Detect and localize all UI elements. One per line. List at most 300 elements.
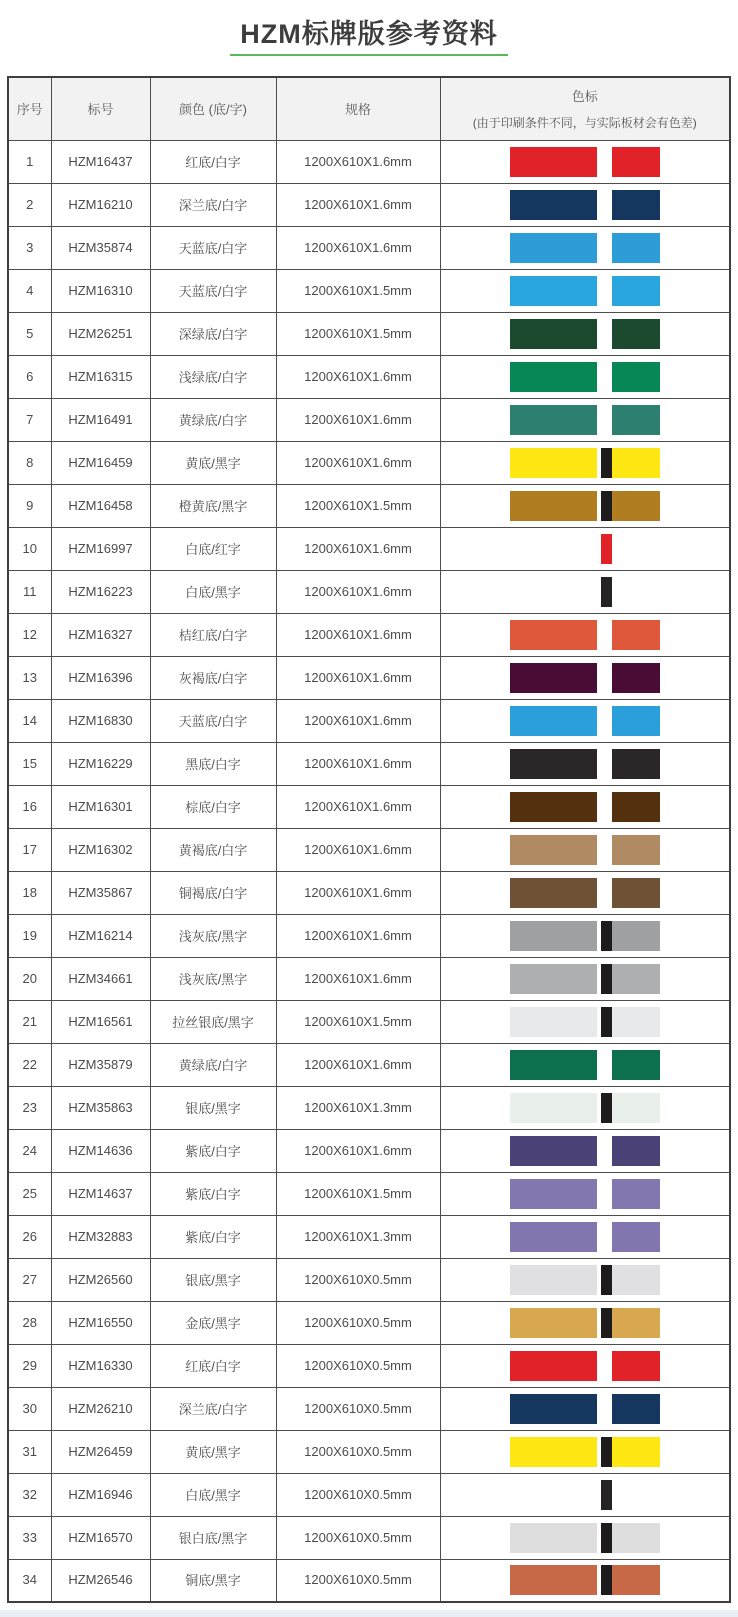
table-row (8, 312, 730, 355)
swatch-text-color-stripe (601, 491, 612, 521)
header-label-model: 标号 (87, 102, 114, 118)
table-row (8, 1258, 730, 1301)
swatch-background-left (510, 1523, 597, 1553)
row-spec: 1200X610X1.5mm (304, 282, 412, 298)
swatch-text-color-stripe (601, 276, 612, 306)
color-swatch (510, 706, 660, 736)
row-spec: 1200X610X1.6mm (304, 583, 412, 599)
header-note-color-difference: (由于印刷条件不同，与实际板材会有色差) (472, 116, 697, 131)
color-swatch (510, 1394, 660, 1424)
swatch-text-color-stripe (601, 1351, 612, 1381)
table-row (8, 1301, 730, 1344)
swatch-background-right (612, 620, 660, 650)
row-color: 深绿底/白字 (178, 326, 248, 342)
row-index: 23 (22, 1099, 37, 1115)
swatch-background-left (510, 835, 597, 865)
row-spec: 1200X610X0.5mm (304, 1486, 412, 1502)
swatch-background-right (612, 1565, 660, 1595)
swatch-text-color-stripe (601, 534, 612, 564)
table-row (8, 914, 730, 957)
swatch-background-right (612, 448, 660, 478)
row-color: 深兰底/白字 (178, 1401, 248, 1417)
table-row (8, 355, 730, 398)
color-swatch (510, 1136, 660, 1166)
row-index: 20 (22, 970, 37, 986)
row-spec: 1200X610X1.5mm (304, 497, 412, 513)
row-color: 黄绿底/白字 (178, 1057, 248, 1073)
table-row (8, 570, 730, 613)
row-spec: 1200X610X1.5mm (304, 1013, 412, 1029)
row-color: 黄底/黑字 (185, 1444, 241, 1460)
header-cell-index (8, 77, 51, 140)
row-index: 5 (26, 325, 34, 341)
color-swatch (510, 1179, 660, 1209)
header-label-index: 序号 (16, 102, 43, 118)
swatch-background-left (510, 1222, 597, 1252)
table-row (8, 527, 730, 570)
swatch-text-color-stripe (601, 1050, 612, 1080)
row-index: 25 (22, 1185, 37, 1201)
page-bottom-strip (0, 1610, 738, 1617)
row-model: HZM35867 (68, 884, 133, 900)
row-index: 28 (22, 1314, 37, 1330)
swatch-background-right (612, 362, 660, 392)
swatch-background-left (510, 405, 597, 435)
swatch-text-color-stripe (601, 620, 612, 650)
swatch-background-right (612, 792, 660, 822)
swatch-background-right (612, 1179, 660, 1209)
swatch-text-color-stripe (601, 706, 612, 736)
swatch-background-left (510, 1050, 597, 1080)
table-row (8, 613, 730, 656)
swatch-text-color-stripe (601, 405, 612, 435)
swatch-background-left (510, 491, 597, 521)
header-cell-color (150, 77, 276, 140)
table-row (8, 226, 730, 269)
row-color: 紫底/白字 (185, 1143, 241, 1159)
row-index: 15 (22, 755, 37, 771)
row-color: 铜底/黑字 (185, 1573, 241, 1589)
table-row (8, 398, 730, 441)
color-swatch (510, 319, 660, 349)
table-row (8, 1129, 730, 1172)
row-model: HZM16327 (68, 626, 133, 642)
swatch-background-right (612, 749, 660, 779)
swatch-background-left (510, 319, 597, 349)
reference-table (7, 76, 731, 1603)
color-swatch (510, 1480, 660, 1510)
swatch-background-right (612, 1222, 660, 1252)
swatch-text-color-stripe (601, 190, 612, 220)
row-spec: 1200X610X1.6mm (304, 411, 412, 427)
row-model: HZM16229 (68, 755, 133, 771)
row-spec: 1200X610X0.5mm (304, 1529, 412, 1545)
row-spec: 1200X610X1.6mm (304, 239, 412, 255)
swatch-background-right (612, 1351, 660, 1381)
color-swatch (510, 190, 660, 220)
swatch-text-color-stripe (601, 921, 612, 951)
header-label-spec: 规格 (344, 102, 371, 118)
row-model: HZM16550 (68, 1314, 133, 1330)
swatch-background-left (510, 620, 597, 650)
swatch-text-color-stripe (601, 1093, 612, 1123)
table-row (8, 742, 730, 785)
table-row (8, 140, 730, 183)
header-cell-model (51, 77, 150, 140)
row-color: 天蓝底/白字 (178, 713, 248, 729)
swatch-background-right (612, 190, 660, 220)
color-swatch (510, 620, 660, 650)
row-color: 红底/白字 (185, 1358, 241, 1374)
swatch-text-color-stripe (601, 233, 612, 263)
swatch-background-right (612, 577, 660, 607)
table-row (8, 441, 730, 484)
swatch-background-right (612, 233, 660, 263)
color-swatch (510, 1050, 660, 1080)
swatch-background-left (510, 147, 597, 177)
header-row (8, 77, 730, 140)
swatch-background-left (510, 964, 597, 994)
header-cell-swatch (440, 77, 730, 140)
row-color: 白底/黑字 (185, 1487, 241, 1503)
swatch-background-left (510, 1437, 597, 1467)
color-swatch (510, 1093, 660, 1123)
color-swatch (510, 1437, 660, 1467)
row-model: HZM32883 (68, 1228, 133, 1244)
row-index: 17 (22, 841, 37, 857)
color-swatch (510, 448, 660, 478)
row-index: 33 (22, 1529, 37, 1545)
page-title: HZM标牌版参考资料 (240, 19, 498, 49)
swatch-text-color-stripe (601, 964, 612, 994)
table-row (8, 1559, 730, 1602)
row-model: HZM16437 (68, 153, 133, 169)
row-model: HZM16301 (68, 798, 133, 814)
row-index: 31 (22, 1443, 37, 1459)
row-spec: 1200X610X1.6mm (304, 798, 412, 814)
table-row (8, 699, 730, 742)
row-model: HZM26210 (68, 1400, 133, 1416)
table-row (8, 484, 730, 527)
row-spec: 1200X610X0.5mm (304, 1357, 412, 1373)
table-body (8, 140, 730, 1602)
swatch-background-right (612, 276, 660, 306)
row-spec: 1200X610X1.3mm (304, 1228, 412, 1244)
row-index: 9 (26, 497, 34, 513)
row-spec: 1200X610X0.5mm (304, 1572, 412, 1588)
row-model: HZM35874 (68, 239, 133, 255)
row-spec: 1200X610X1.6mm (304, 153, 412, 169)
row-model: HZM26251 (68, 325, 133, 341)
table-row (8, 871, 730, 914)
row-color: 银白底/黑字 (178, 1530, 248, 1546)
row-spec: 1200X610X1.6mm (304, 368, 412, 384)
swatch-background-left (510, 1308, 597, 1338)
row-index: 30 (22, 1400, 37, 1416)
swatch-background-left (510, 749, 597, 779)
swatch-background-left (510, 1565, 597, 1595)
swatch-text-color-stripe (601, 448, 612, 478)
color-swatch (510, 362, 660, 392)
row-index: 10 (22, 540, 37, 556)
row-index: 6 (26, 368, 34, 384)
swatch-text-color-stripe (601, 362, 612, 392)
swatch-background-left (510, 1480, 597, 1510)
swatch-text-color-stripe (601, 1308, 612, 1338)
swatch-background-right (612, 706, 660, 736)
swatch-background-right (612, 1007, 660, 1037)
swatch-background-left (510, 534, 597, 564)
color-swatch (510, 1308, 660, 1338)
swatch-text-color-stripe (601, 1265, 612, 1295)
header-label-swatch: 色标 (571, 89, 598, 105)
row-color: 橙黄底/黑字 (178, 498, 248, 514)
table-row (8, 1172, 730, 1215)
table-row (8, 1086, 730, 1129)
swatch-background-left (510, 1179, 597, 1209)
row-color: 白底/黑字 (185, 584, 241, 600)
swatch-text-color-stripe (601, 577, 612, 607)
row-color: 黄褐底/白字 (178, 842, 248, 858)
row-spec: 1200X610X1.3mm (304, 1099, 412, 1115)
row-spec: 1200X610X1.6mm (304, 626, 412, 642)
swatch-background-right (612, 878, 660, 908)
row-model: HZM16223 (68, 583, 133, 599)
row-model: HZM16396 (68, 669, 133, 685)
row-model: HZM16210 (68, 196, 133, 212)
table-row (8, 828, 730, 871)
row-model: HZM14637 (68, 1185, 133, 1201)
row-color: 黑底/白字 (185, 756, 241, 772)
swatch-background-right (612, 405, 660, 435)
row-model: HZM16330 (68, 1357, 133, 1373)
row-model: HZM16561 (68, 1013, 133, 1029)
table-row (8, 269, 730, 312)
row-index: 14 (22, 712, 37, 728)
table-header (8, 77, 730, 140)
row-index: 34 (22, 1572, 37, 1588)
row-color: 铜褐底/白字 (178, 885, 248, 901)
row-index: 24 (22, 1142, 37, 1158)
color-swatch (510, 964, 660, 994)
swatch-background-right (612, 491, 660, 521)
swatch-background-right (612, 534, 660, 564)
row-index: 26 (22, 1228, 37, 1244)
color-swatch (510, 921, 660, 951)
swatch-text-color-stripe (601, 319, 612, 349)
row-spec: 1200X610X1.6mm (304, 540, 412, 556)
row-index: 4 (26, 282, 34, 298)
swatch-background-right (612, 1480, 660, 1510)
swatch-background-right (612, 663, 660, 693)
swatch-background-right (612, 319, 660, 349)
color-swatch (510, 233, 660, 263)
table-row (8, 1430, 730, 1473)
row-index: 21 (22, 1013, 37, 1029)
swatch-background-left (510, 362, 597, 392)
row-spec: 1200X610X1.6mm (304, 1056, 412, 1072)
table-row (8, 1000, 730, 1043)
row-color: 桔红底/白字 (178, 627, 248, 643)
color-swatch (510, 1523, 660, 1553)
swatch-text-color-stripe (601, 1480, 612, 1510)
table-row (8, 957, 730, 1000)
color-swatch (510, 1007, 660, 1037)
row-color: 紫底/白字 (185, 1229, 241, 1245)
swatch-background-right (612, 1523, 660, 1553)
row-index: 1 (26, 153, 34, 169)
swatch-text-color-stripe (601, 749, 612, 779)
row-index: 13 (22, 669, 37, 685)
row-spec: 1200X610X0.5mm (304, 1400, 412, 1416)
table-row (8, 1387, 730, 1430)
row-color: 白底/红字 (185, 541, 241, 557)
row-color: 黄底/黑字 (185, 455, 241, 471)
row-model: HZM26546 (68, 1572, 133, 1588)
row-spec: 1200X610X1.6mm (304, 196, 412, 212)
row-color: 拉丝银底/黑字 (172, 1014, 254, 1030)
color-swatch (510, 276, 660, 306)
row-spec: 1200X610X0.5mm (304, 1271, 412, 1287)
row-model: HZM14636 (68, 1142, 133, 1158)
row-model: HZM16570 (68, 1529, 133, 1545)
swatch-text-color-stripe (601, 792, 612, 822)
swatch-text-color-stripe (601, 1437, 612, 1467)
row-model: HZM26459 (68, 1443, 133, 1459)
swatch-background-left (510, 1394, 597, 1424)
swatch-text-color-stripe (601, 1136, 612, 1166)
swatch-background-left (510, 1351, 597, 1381)
row-model: HZM16830 (68, 712, 133, 728)
swatch-text-color-stripe (601, 1179, 612, 1209)
row-color: 灰褐底/白字 (178, 670, 248, 686)
swatch-text-color-stripe (601, 147, 612, 177)
swatch-background-right (612, 147, 660, 177)
row-color: 浅绿底/白字 (178, 369, 248, 385)
row-spec: 1200X610X1.5mm (304, 325, 412, 341)
row-spec: 1200X610X1.6mm (304, 884, 412, 900)
row-model: HZM16491 (68, 411, 133, 427)
swatch-background-left (510, 190, 597, 220)
row-spec: 1200X610X1.6mm (304, 454, 412, 470)
row-color: 银底/黑字 (185, 1272, 241, 1288)
row-index: 19 (22, 927, 37, 943)
title-underline (230, 54, 508, 56)
swatch-text-color-stripe (601, 1394, 612, 1424)
row-spec: 1200X610X1.6mm (304, 1142, 412, 1158)
row-model: HZM16214 (68, 927, 133, 943)
color-swatch (510, 878, 660, 908)
swatch-background-right (612, 1050, 660, 1080)
color-swatch (510, 1222, 660, 1252)
swatch-background-right (612, 1394, 660, 1424)
row-spec: 1200X610X1.5mm (304, 1185, 412, 1201)
row-color: 天蓝底/白字 (178, 283, 248, 299)
table-row (8, 1473, 730, 1516)
color-swatch (510, 663, 660, 693)
row-spec: 1200X610X0.5mm (304, 1314, 412, 1330)
row-index: 3 (26, 239, 34, 255)
color-swatch (510, 534, 660, 564)
row-spec: 1200X610X1.6mm (304, 927, 412, 943)
swatch-background-left (510, 921, 597, 951)
row-model: HZM16997 (68, 540, 133, 556)
swatch-background-right (612, 1136, 660, 1166)
color-swatch (510, 1351, 660, 1381)
row-model: HZM16459 (68, 454, 133, 470)
swatch-background-left (510, 577, 597, 607)
table-row (8, 656, 730, 699)
row-spec: 1200X610X1.6mm (304, 970, 412, 986)
swatch-background-right (612, 921, 660, 951)
row-color: 浅灰底/黑字 (178, 928, 248, 944)
swatch-text-color-stripe (601, 835, 612, 865)
color-swatch (510, 749, 660, 779)
swatch-text-color-stripe (601, 663, 612, 693)
row-model: HZM16315 (68, 368, 133, 384)
table-row (8, 1516, 730, 1559)
swatch-text-color-stripe (601, 1523, 612, 1553)
table-row (8, 1344, 730, 1387)
row-index: 2 (26, 196, 34, 212)
row-color: 棕底/白字 (185, 799, 241, 815)
swatch-background-right (612, 1093, 660, 1123)
table-row (8, 183, 730, 226)
color-swatch (510, 1265, 660, 1295)
header-cell-spec (276, 77, 440, 140)
row-index: 12 (22, 626, 37, 642)
color-swatch (510, 835, 660, 865)
row-model: HZM16458 (68, 497, 133, 513)
row-index: 16 (22, 798, 37, 814)
table-row (8, 1215, 730, 1258)
color-swatch (510, 792, 660, 822)
row-color: 黄绿底/白字 (178, 412, 248, 428)
row-index: 22 (22, 1056, 37, 1072)
swatch-background-left (510, 276, 597, 306)
swatch-background-left (510, 1265, 597, 1295)
color-swatch (510, 147, 660, 177)
row-model: HZM16946 (68, 1486, 133, 1502)
swatch-background-right (612, 1265, 660, 1295)
row-color: 浅灰底/黑字 (178, 971, 248, 987)
color-swatch (510, 491, 660, 521)
row-color: 红底/白字 (185, 154, 241, 170)
row-spec: 1200X610X1.6mm (304, 712, 412, 728)
swatch-text-color-stripe (601, 1565, 612, 1595)
swatch-background-left (510, 663, 597, 693)
row-model: HZM16310 (68, 282, 133, 298)
row-index: 7 (26, 411, 34, 427)
swatch-text-color-stripe (601, 1007, 612, 1037)
swatch-background-left (510, 1093, 597, 1123)
swatch-background-right (612, 1437, 660, 1467)
row-color: 银底/黑字 (185, 1100, 241, 1116)
row-model: HZM35863 (68, 1099, 133, 1115)
header-label-color: 颜色 (底/字) (179, 102, 247, 118)
swatch-text-color-stripe (601, 878, 612, 908)
swatch-background-right (612, 835, 660, 865)
row-color: 金底/黑字 (185, 1315, 241, 1331)
row-index: 18 (22, 884, 37, 900)
swatch-background-left (510, 706, 597, 736)
row-index: 29 (22, 1357, 37, 1373)
row-color: 深兰底/白字 (178, 197, 248, 213)
row-spec: 1200X610X0.5mm (304, 1443, 412, 1459)
color-swatch (510, 577, 660, 607)
row-index: 8 (26, 454, 34, 470)
row-spec: 1200X610X1.6mm (304, 755, 412, 771)
